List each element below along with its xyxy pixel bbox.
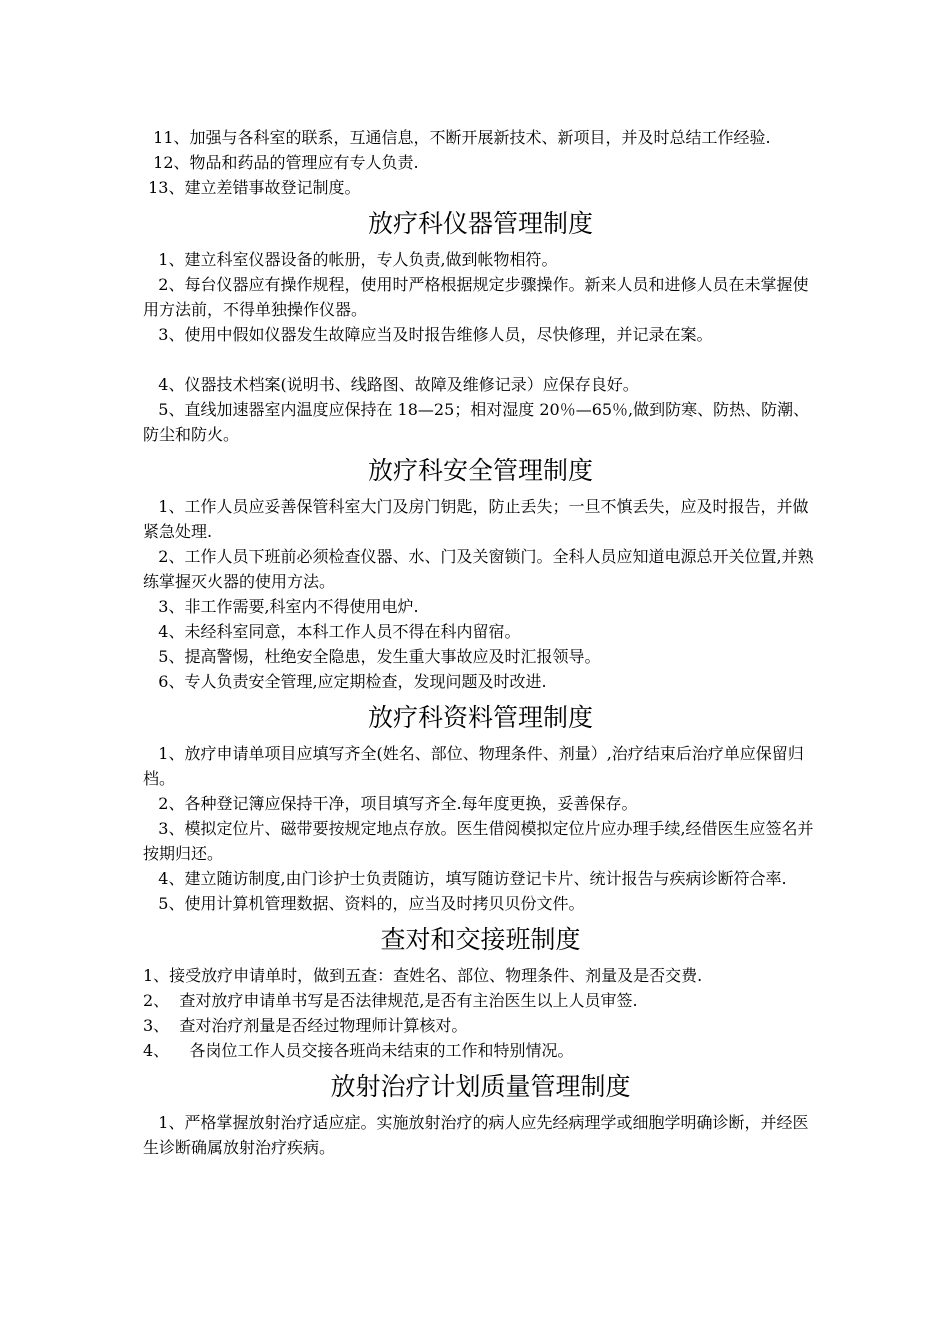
paragraph-safety-4: 4、未经科室同意，本科工作人员不得在科内留宿。 [143, 622, 521, 641]
paragraph-prev-13: 13、建立差错事故登记制度。 [143, 178, 361, 197]
paragraph-equipment-4: 4、仪器技术档案(说明书、线路图、故障及维修记录）应保存良好。 [143, 375, 639, 394]
section-title-checking: 查对和交接班制度 [380, 925, 581, 954]
paragraph-records-1: 1、放疗申请单项目应填写齐全(姓名、部位、物理条件、剂量）,治疗结束后治疗单应保留归档。 [143, 744, 804, 788]
paragraph-checking-2: 2、 查对放疗申请单书写是否法律规范,是否有主治医生以上人员审签. [143, 991, 638, 1010]
paragraph-safety-3: 3、非工作需要,科室内不得使用电炉. [143, 597, 419, 616]
paragraph-radiotherapy-plan-1: 1、严格掌握放射治疗适应症。实施放射治疗的病人应先经病理学或细胞学明确诊断，并经医生诊断确属放射治疗疾病。 [143, 1113, 809, 1157]
section-title-radiotherapy-plan: 放射治疗计划质量管理制度 [330, 1072, 631, 1101]
paragraph-prev-11: 11、加强与各科室的联系，互通信息，不断开展新技术、新项目，并及时总结工作经验. [143, 128, 771, 147]
paragraph-equipment-5: 5、直线加速器室内温度应保持在 18—25；相对湿度 20％—65％,做到防寒、防热、防潮、防尘和防火。 [143, 400, 810, 444]
paragraph-safety-1: 1、工作人员应妥善保管科室大门及房门钥匙，防止丢失；一旦不慎丢失，应及时报告，并做紧急处理. [143, 497, 809, 541]
paragraph-records-2: 2、各种登记簿应保持干净，项目填写齐全.每年度更换，妥善保存。 [143, 794, 638, 813]
paragraph-prev-12: 12、物品和药品的管理应有专人负责. [143, 153, 419, 172]
paragraph-equipment-3: 3、使用中假如仪器发生故障应当及时报告维修人员，尽快修理，并记录在案。 [143, 325, 713, 344]
section-title-safety: 放疗科安全管理制度 [367, 456, 593, 485]
paragraph-records-4: 4、建立随访制度,由门诊护士负责随访，填写随访登记卡片、统计报告与疾病诊断符合率. [143, 869, 787, 888]
paragraph-equipment-1: 1、建立科室仪器设备的帐册，专人负责,做到帐物相符。 [143, 250, 558, 269]
paragraph-safety-2: 2、工作人员下班前必须检查仪器、水、门及关窗锁门。全科人员应知道电源总开关位置,并熟练掌握灭火器的使用方法。 [143, 547, 814, 591]
paragraph-checking-3: 3、 查对治疗剂量是否经过物理师计算核对。 [143, 1016, 468, 1035]
paragraph-equipment-2: 2、每台仪器应有操作规程，使用时严格根据规定步骤操作。新来人员和进修人员在未掌握使用方法前，不得单独操作仪器。 [143, 275, 809, 319]
section-title-records: 放疗科资料管理制度 [367, 703, 593, 732]
paragraph-checking-4: 4、 各岗位工作人员交接各班尚未结束的工作和特别情况。 [143, 1041, 574, 1060]
paragraph-checking-1: 1、接受放疗申请单时，做到五查：查姓名、部位、物理条件、剂量及是否交费. [143, 966, 703, 985]
section-title-equipment: 放疗科仪器管理制度 [367, 209, 593, 238]
paragraph-records-5: 5、使用计算机管理数据、资料的，应当及时拷贝贝份文件。 [143, 894, 585, 913]
paragraph-records-3: 3、模拟定位片、磁带要按规定地点存放。医生借阅模拟定位片应办理手续,经借医生应签名并按期归还。 [143, 819, 814, 863]
blank-line [143, 347, 818, 372]
document-body [143, 125, 818, 1160]
paragraph-safety-6: 6、专人负责安全管理,应定期检查，发现问题及时改进. [143, 672, 547, 691]
paragraph-safety-5: 5、提高警惕，杜绝安全隐患，发生重大事故应及时汇报领导。 [143, 647, 601, 666]
